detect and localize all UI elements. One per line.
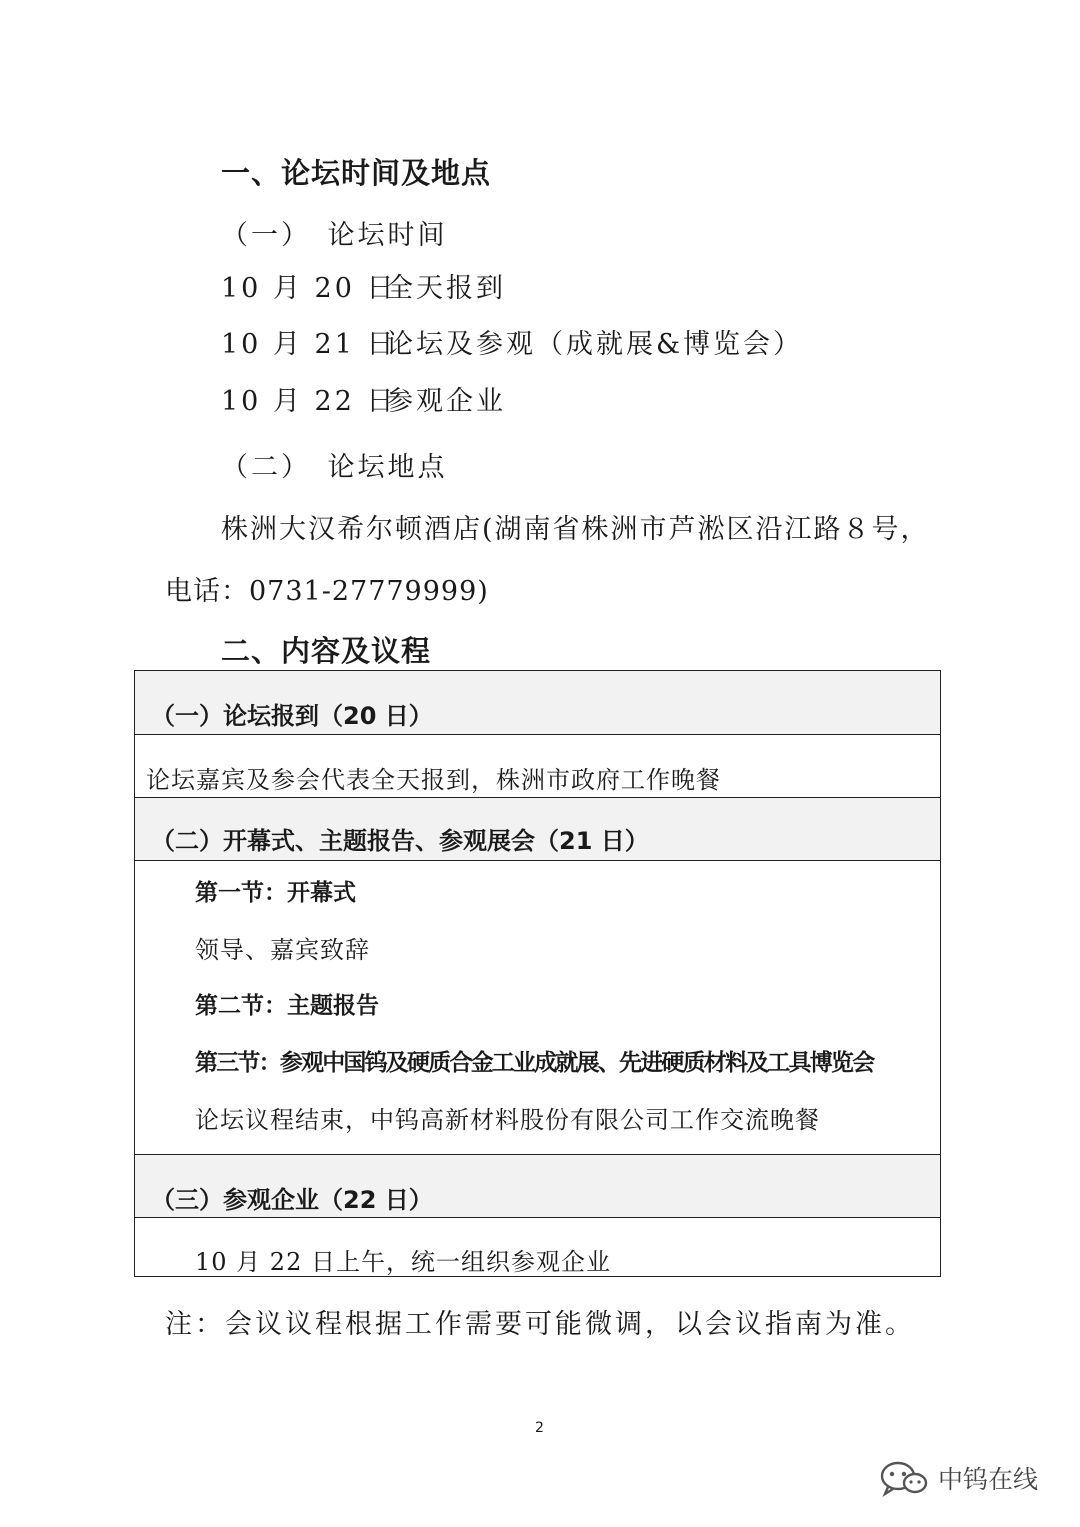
agenda-header-text: （二）开幕式、主题报告、参观展会（21 日）: [151, 827, 649, 855]
schedule-row: [221, 322, 803, 361]
agenda-body-text: 论坛嘉宾及参会代表全天报到，株洲市政府工作晚餐: [146, 766, 721, 794]
schedule-date: 10 月 20 日: [221, 273, 397, 304]
agenda-closing-text: 论坛议程结束，中钨高新材料股份有限公司工作交流晚餐: [195, 1106, 820, 1134]
wechat-icon: [878, 1458, 930, 1498]
agenda-table: [134, 670, 941, 1277]
schedule-desc: 全天报到: [386, 273, 506, 304]
agenda-body-day20: [135, 734, 940, 797]
watermark-text: 中钨在线: [938, 1465, 1039, 1494]
agenda-note: 注：会议议程根据工作需要可能微调，以会议指南为准。: [165, 1309, 915, 1340]
schedule-date: 10 月 22 日: [221, 386, 397, 417]
section-heading-agenda: 二、内容及议程: [221, 634, 432, 668]
place-address: 株洲大汉希尔顿酒店(湖南省株洲市芦淞区沿江路８号，: [221, 514, 930, 545]
agenda-header-day21: [135, 797, 940, 860]
agenda-part-body: 领导、嘉宾致辞: [195, 936, 370, 964]
agenda-header-day22: [135, 1154, 940, 1217]
place-phone: 电话：0731-27779999): [165, 576, 489, 607]
schedule-row: [221, 379, 506, 418]
agenda-part-title: 第三节：参观中国钨及硬质合金工业成就展、先进硬质材料及工具博览会: [195, 1050, 874, 1076]
schedule-date: 10 月 21 日: [221, 329, 397, 360]
subheading-forum-time: （一） 论坛时间: [221, 220, 448, 251]
agenda-part-title: 第二节：主题报告: [195, 993, 379, 1019]
agenda-part-title: 第一节：开幕式: [195, 880, 356, 906]
agenda-header-text: （三）参观企业（22 日）: [151, 1186, 433, 1214]
page-number: 2: [535, 1420, 544, 1436]
section-heading-time-place: 一、论坛时间及地点: [221, 156, 492, 190]
agenda-body-text: 10 月 22 日上午，统一组织参观企业: [195, 1248, 611, 1276]
agenda-header-text: （一）论坛报到（20 日）: [151, 702, 433, 730]
agenda-header-day20: [135, 671, 940, 734]
agenda-body-day22: [135, 1217, 940, 1278]
agenda-body-day21: [135, 860, 940, 1154]
schedule-desc: 参观企业: [386, 386, 506, 417]
schedule-row: [221, 266, 506, 305]
subheading-forum-place: （二） 论坛地点: [221, 452, 448, 483]
watermark: [878, 1458, 1038, 1498]
schedule-desc: 论坛及参观（成就展&博览会）: [386, 329, 804, 360]
